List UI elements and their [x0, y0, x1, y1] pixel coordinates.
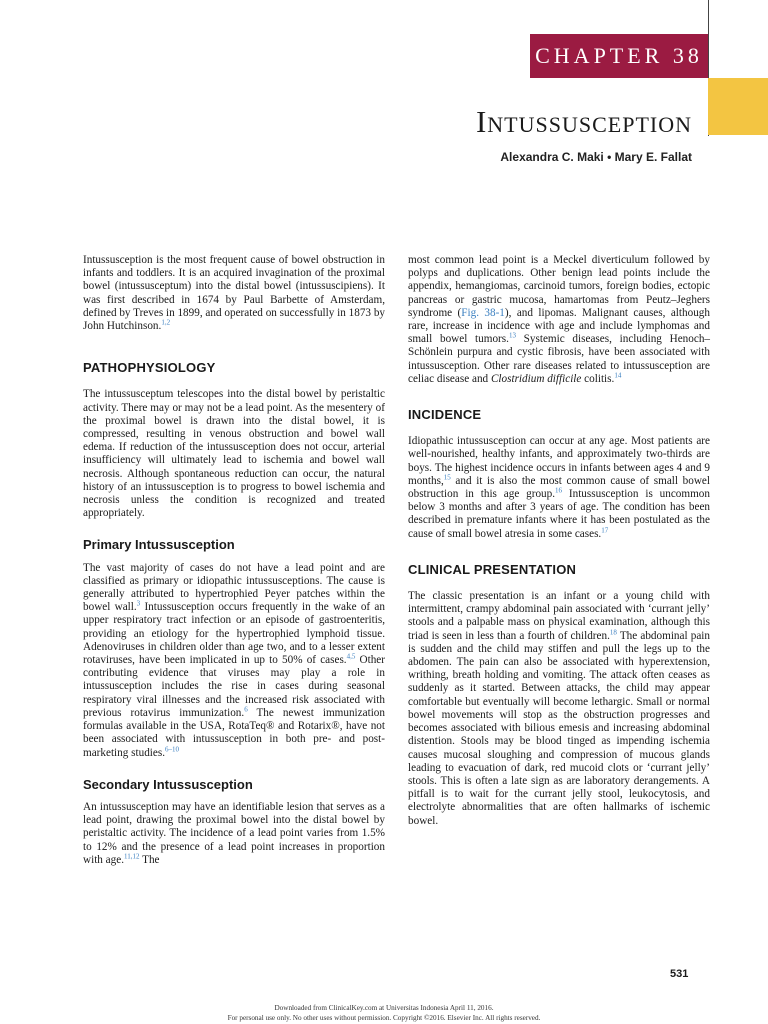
reference-link[interactable]: 17: [601, 525, 609, 534]
accent-block: [708, 78, 768, 135]
chapter-title: Intussusception: [475, 104, 692, 139]
reference-link[interactable]: 6–10: [165, 744, 180, 753]
footer-download-line: Downloaded from ClinicalKey.com at Universitas Indonesia April 11, 2016.: [274, 1004, 494, 1012]
section-heading-incidence: INCIDENCE: [408, 407, 482, 423]
subsection-heading-primary: Primary Intussusception: [83, 537, 235, 553]
incidence-paragraph: Idiopathic intussusception can occur at any age. Most patients are well-nourished, healthy infants, and approximately two-thirds are boys. The highest incidence occurs in infants between ages 4 and 9 months,$^{15}$ and it is also the most common cause of small bowel obstruction in this age group.$^{16}$ Intussusception is uncommon below 3 months and after 3 years of age. The condition has been described in premature infants where it has been postulated as the cause of small bowel atresia in some cases.$^{17}$: [408, 435, 710, 540]
section-heading-clinical-presentation: CLINICAL PRESENTATION: [408, 561, 577, 577]
clinical-paragraph: The classic presentation is an infant or a young child with intermittent, crampy abdominal pain associated with ‘currant jelly’ stools and a palpable mass on physical examination, although this triad is seen in less than a fourth of children.$^{18}$ The abdominal pain is sudden and the child may stiffen and pull the legs up to the abdomen. The pain can also be associated with hyperextension, writhing, breath holding and vomiting. The attack often ceases as suddenly as it started. Between attacks, the child may appear comfortable but eventually will become lethargic. Small or normal bowel movements will stop as the obstruction progresses and becomes associated with bilious emesis and increasing abdominal distention. Stools may be blood tinged as impending ischemia causes mucosal sloughing and compression of mucous glands leading to evacuation of dark, red mucoid clots or ‘currant jelly’ stools. This is often a late sign as are laboratory derangements. A pitfall is to wait for the currant jelly stool, leukocytosis, and electrolyte abnormalities that are often hallmarks of ischemic bowel.: [408, 590, 710, 827]
figure-link[interactable]: Fig. 38-1: [461, 306, 505, 319]
reference-link[interactable]: 4,5: [346, 652, 356, 661]
page-number: 531: [670, 968, 689, 980]
reference-link[interactable]: 18: [609, 627, 617, 636]
footer-copyright-line: For personal use only. No other uses without permission. Copyright ©2016. Elsevier Inc. All rights reserved.: [227, 1014, 541, 1022]
chapter-label: CHAPTER 38: [530, 34, 708, 78]
right-column: [408, 254, 710, 828]
reference-link[interactable]: 14: [614, 371, 622, 380]
reference-link[interactable]: 16: [555, 486, 563, 495]
lead-point-paragraph: most common lead point is a Meckel diverticulum followed by polyps and duplications. Other benign lead points include the appendix, hemangiomas, carcinoid tumors, foreign bodies, ectopic pancreas or gastric mucosa, hamartomas from Peutz–Jeghers syndrome (Fig. 38-1), and lipomas. Malignant causes, although rare, increase in incidence with age and include lymphomas and small bowel tumors.$^{13}$ Systemic diseases, including Henoch–Schönlein purpura and cystic fibrosis, have been associated with intussusception. Other rare diseases related to intussusception are celiac disease and Clostridium difficile colitis.$^{14}$: [408, 254, 711, 385]
reference-link[interactable]: 3: [136, 599, 141, 608]
reference-link[interactable]: 11,12: [124, 851, 140, 860]
reference-link[interactable]: 13: [508, 331, 516, 340]
left-column: [83, 254, 385, 867]
secondary-paragraph: An intussusception may have an identifiable lesion that serves as a lead point, drawing the proximal bowel into the distal bowel by peristaltic activity. The incidence of a lead point varies from 1.5% to 12% and the presence of a lead point increases in proportion with age.$^{11,12}$ The: [83, 800, 385, 866]
intro-paragraph: Intussusception is the most frequent cause of bowel obstruction in infants and toddlers. It is an acquired invagination of the proximal bowel (intussusceptum) into the distal bowel (intussuscipiens). It was first described in 1674 by Paul Barbette of Amsterdam, defined by Treves in 1899, and operated on successfully in 1873 by John Hutchinson.$^{1,2}$: [83, 254, 386, 333]
reference-link[interactable]: 6: [244, 705, 248, 714]
primary-paragraph: The vast majority of cases do not have a lead point and are classified as primary or idiopathic intussusceptions. The cause is generally attributed to hypertrophied Peyer patches within the bowel wall.$^3$ Intussusception occurs frequently in the wake of an upper respiratory tract infection or an episode of gastroenteritis, providing an etiology for the hypertrophied lymphoid tissue. Adenoviruses in children older than age two, and to a lesser extent rotaviruses, have been implicated in up to 50% of cases.$^{4,5}$ Other contributing evidence that viruses may play a role in intussusception includes the rise in cases during seasonal respiratory viral illnesses and the increased risk associated with previous rotavirus immunization.$^6$ The newest immunization formulas available in the USA, RotaTeq® and Rotarix®, have not been associated with intussusception in both pre- and post-marketing studies.$^{6-10}$: [83, 561, 385, 759]
pathophysiology-paragraph: The intussusceptum telescopes into the distal bowel by peristaltic activity. There may or may not be a lead point. As the mesentery of the proximal bowel is drawn into the distal bowel, it is compressed, resulting in venous obstruction and bowel wall edema. If reduction of the intussusception does not occur, arterial insufficiency will ultimately lead to ischemia and bowel wall necrosis. Although spontaneous reduction can occur, the natural history of an intussusception is to progress to bowel ischemia and necrosis unless the condition is recognized and treated appropriately.: [83, 388, 385, 520]
author-line: Alexandra C. Maki • Mary E. Fallat: [500, 150, 692, 164]
subsection-heading-secondary: Secondary Intussusception: [83, 776, 253, 792]
reference-link[interactable]: 1,2: [161, 318, 171, 327]
section-heading-pathophysiology: PATHOPHYSIOLOGY: [83, 360, 216, 376]
reference-link[interactable]: 15: [443, 473, 451, 482]
